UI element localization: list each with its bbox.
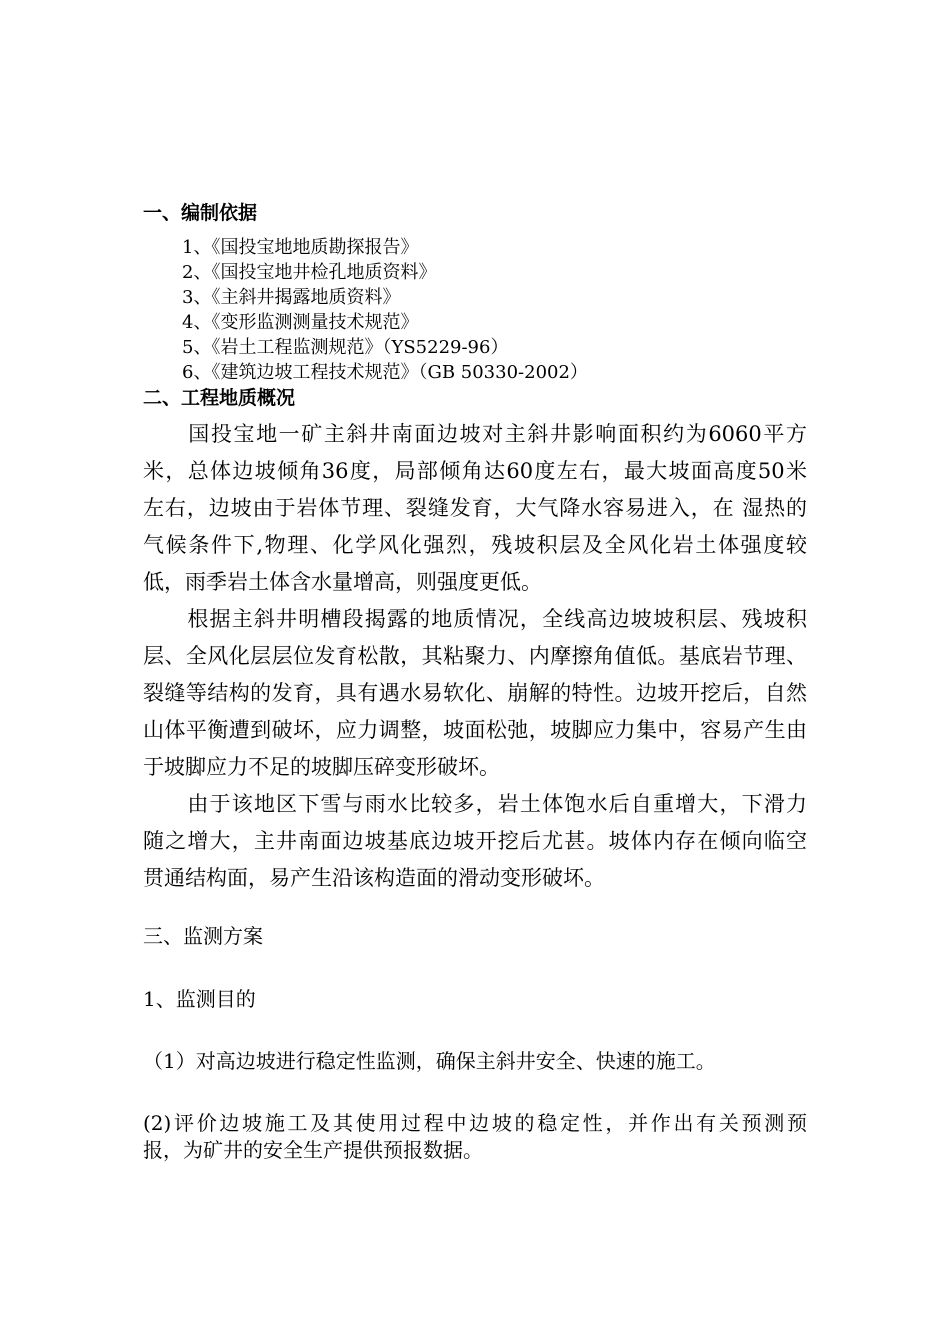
paragraph-line: 山体平衡遭到破坏，应力调整，坡面松弛，坡脚应力集中，容易产生由 [143, 718, 807, 742]
section-3-title: 三、监测方案 [143, 924, 263, 948]
paragraph-line: 贯通结构面，易产生沿该构造面的滑动变形破坏。 [143, 866, 605, 890]
paragraph-line: 裂缝等结构的发育，具有遇水易软化、崩解的特性。边坡开挖后，自然 [143, 681, 807, 705]
section-1-title: 一、编制依据 [143, 202, 258, 224]
reference-item: 4、《变形监测测量技术规范》 [182, 312, 419, 333]
paragraph-line: 低，雨季岩土体含水量增高，则强度更低。 [143, 570, 542, 594]
reference-item: 1、《国投宝地地质勘探报告》 [182, 237, 419, 258]
section-2-title: 二、工程地质概况 [143, 387, 296, 409]
list-item-line: (2)评价边坡施工及其使用过程中边坡的稳定性，并作出有关预测预 [143, 1111, 807, 1135]
reference-item: 2、《国投宝地井检孔地质资料》 [182, 262, 437, 283]
reference-item: 6、《建筑边坡工程技术规范》（GB 50330-2002） [182, 362, 588, 383]
reference-item: 3、《主斜井揭露地质资料》 [182, 287, 401, 308]
paragraph-line: 于坡脚应力不足的坡脚压碎变形破坏。 [143, 755, 500, 779]
paragraph-line: 由于该地区下雪与雨水比较多，岩土体饱水后自重增大，下滑力 [143, 792, 807, 816]
paragraph-line: 层、全风化层层位发育松散，其粘聚力、内摩擦角值低。基底岩节理、 [143, 644, 807, 668]
paragraph-line: 气候条件下,物理、化学风化强烈，残坡积层及全风化岩土体强度较 [143, 533, 807, 557]
paragraph-line: 国投宝地一矿主斜井南面边坡对主斜井影响面积约为6060平方 [143, 422, 807, 446]
list-item-line: 报，为矿井的安全生产提供预报数据。 [143, 1138, 483, 1162]
paragraph-line: 随之增大，主井南面边坡基底边坡开挖后尤甚。坡体内存在倾向临空 [143, 829, 807, 853]
paragraph-line: 根据主斜井明槽段揭露的地质情况，全线高边坡坡积层、残坡积 [143, 607, 807, 631]
list-item: （1）对高边坡进行稳定性监测，确保主斜井安全、快速的施工。 [143, 1049, 716, 1073]
subsection-title: 1、监测目的 [143, 987, 256, 1011]
paragraph-line: 左右，边坡由于岩体节理、裂缝发育，大气降水容易进入，在 湿热的 [143, 496, 807, 520]
paragraph-line: 米，总体边坡倾角36度，局部倾角达60度左右，最大坡面高度50米 [143, 459, 807, 483]
reference-item: 5、《岩土工程监测规范》（YS5229-96） [182, 337, 509, 358]
